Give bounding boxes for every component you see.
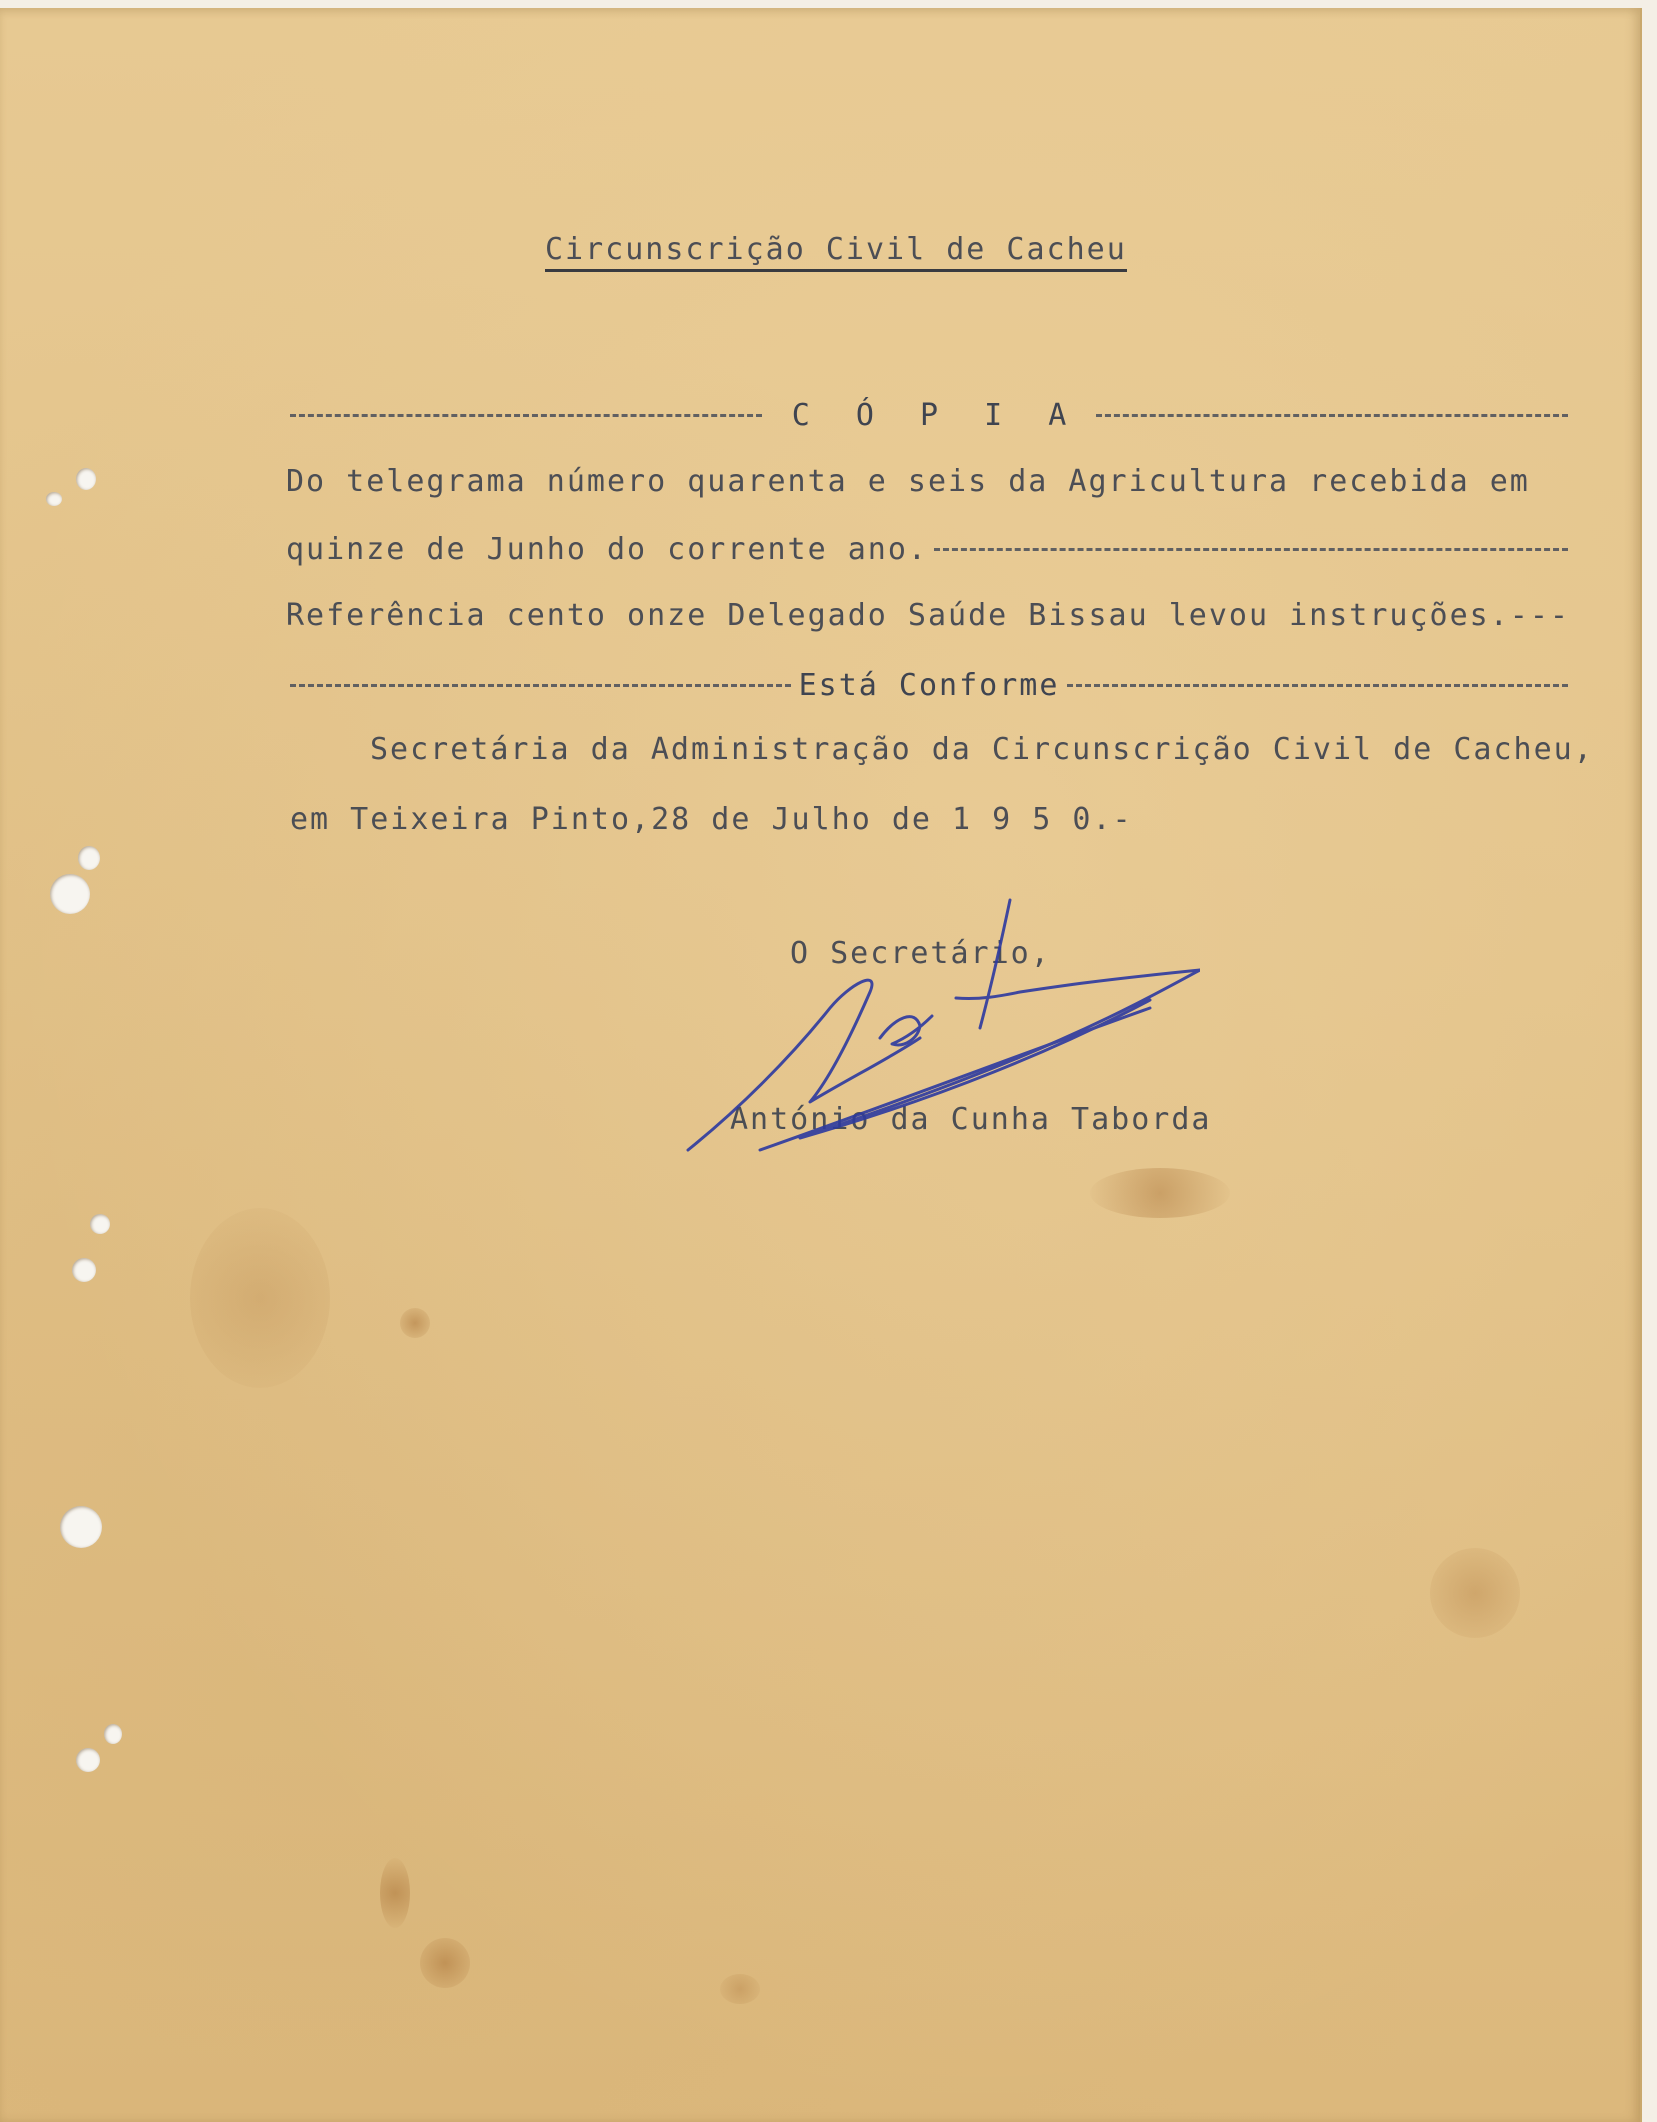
- body-line-2-row: [286, 532, 1568, 567]
- signer-title: O Secretário,: [790, 936, 1051, 971]
- paper-stain: [1430, 1548, 1520, 1638]
- punch-hole: [60, 1506, 102, 1548]
- punch-hole: [72, 1258, 96, 1282]
- dash-rule: [290, 414, 762, 417]
- closing-line-2: em Teixeira Pinto,28 de Julho de 1 9 5 0.-: [290, 802, 1133, 837]
- punch-hole: [78, 846, 100, 870]
- punch-hole: [104, 1724, 122, 1744]
- punch-hole: [76, 1748, 100, 1772]
- body-line-3: Referência cento onze Delegado Saúde Bissau levou instruções.---: [286, 598, 1570, 633]
- punch-hole: [90, 1214, 110, 1234]
- paper-stain: [400, 1308, 430, 1338]
- signer-name: António da Cunha Taborda: [730, 1102, 1212, 1137]
- dash-rule: [1096, 414, 1568, 417]
- paper-stain: [720, 1974, 760, 2004]
- dash-rule: [1067, 684, 1568, 687]
- closing-line-1: Secretária da Administração da Circunscrição Civil de Cacheu,: [370, 732, 1594, 767]
- document-heading: Circunscrição Civil de Cacheu: [545, 232, 1127, 272]
- body-line-1: Do telegrama número quarenta e seis da Agricultura recebida em: [286, 464, 1530, 499]
- document-sheet: [0, 8, 1642, 2122]
- handwritten-signature: [680, 888, 1200, 1168]
- punch-hole: [46, 492, 62, 506]
- punch-hole: [76, 468, 96, 490]
- copy-label-row: [290, 398, 1568, 432]
- punch-hole: [50, 874, 90, 914]
- paper-stain: [420, 1938, 470, 1988]
- copy-label: C Ó P I A: [791, 397, 1081, 433]
- paper-stain: [1090, 1168, 1230, 1218]
- body-line-2: quinze de Junho do corrente ano.: [286, 532, 928, 567]
- paper-stain: [190, 1208, 330, 1388]
- conformity-row: [290, 668, 1568, 702]
- dash-rule: [290, 684, 791, 687]
- paper-stain: [380, 1858, 410, 1928]
- conformity-label: Está Conforme: [798, 667, 1060, 703]
- dash-rule: [934, 548, 1568, 551]
